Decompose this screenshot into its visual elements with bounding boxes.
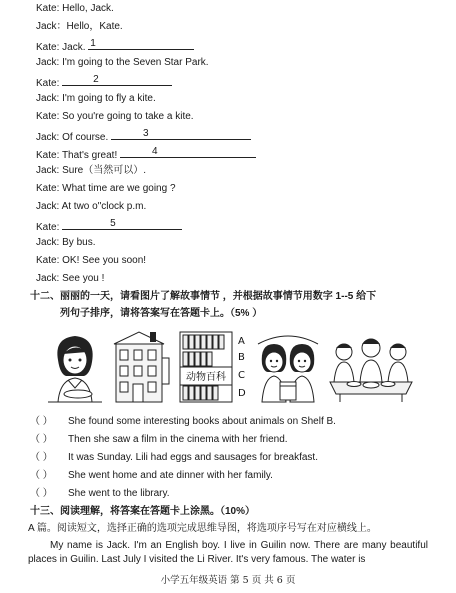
picture-family-dinner xyxy=(328,330,414,404)
order-answer-box-1[interactable]: （ ） xyxy=(30,416,53,427)
page-footer: 小学五年级英语 第 5 页 共 6 页 xyxy=(160,575,296,586)
order-option-3: （ ） It was Sunday. Lili had eggs and sausages for breakfast. xyxy=(30,452,318,463)
dialogue-line-6: Jack: I'm going to fly a kite. xyxy=(36,93,156,104)
blank-number-3: 3 xyxy=(143,128,149,139)
picture-bookshelf xyxy=(178,330,246,404)
order-answer-box-2[interactable]: （ ） xyxy=(30,434,53,445)
order-option-5: （ ） She went to the library. xyxy=(30,488,170,499)
blank-number-1: 1 xyxy=(90,38,96,49)
shelf-letter-d: D xyxy=(238,388,246,399)
shelf-letter-b: B xyxy=(238,352,245,363)
answer-blank-2[interactable] xyxy=(62,75,172,86)
answer-blank-3[interactable] xyxy=(111,129,251,140)
picture-cinema xyxy=(256,330,320,404)
dialogue-line-12: Jack: At two o"clock p.m. xyxy=(36,201,147,212)
dialogue-line-16: Jack: See you ! xyxy=(36,273,105,284)
blank-number-5: 5 xyxy=(110,218,116,229)
dialogue-line-15: Kate: OK! See you soon! xyxy=(36,255,147,266)
dialogue-line-14: Jack: By bus. xyxy=(36,237,96,248)
order-answer-box-3[interactable]: （ ） xyxy=(30,452,53,463)
order-answer-box-5[interactable]: （ ） xyxy=(30,488,53,499)
dialogue-line-1: Kate: Hello, Jack. xyxy=(36,3,114,14)
part-a-instructions: A 篇。阅读短文，选择正确的选项完成思维导图，将选项序号写在对应横线上。 xyxy=(28,523,377,534)
dialogue-line-3: Kate: Jack. 1 xyxy=(36,39,194,54)
section-12-title-cont: 列句子排序，请将答案写在答题卡上。（5% ） xyxy=(60,308,263,319)
reading-passage: My name is Jack. I'm an English boy. I live in Guilin now. There are many beautiful places in Guilin. Last July I visited the Li River. It's very famous. The water is xyxy=(28,540,428,565)
dialogue-line-9: Kate: That's great! 4 xyxy=(36,147,256,162)
blank-number-2: 2 xyxy=(93,74,99,85)
answer-blank-5[interactable] xyxy=(62,219,182,230)
shelf-letter-c: C xyxy=(238,370,245,381)
answer-blank-1[interactable] xyxy=(88,39,194,50)
section-12-title: 十二、丽丽的一天，请看图片了解故事情节 ，并根据故事情节用数字 1--5 给下 xyxy=(30,291,377,302)
picture-library xyxy=(112,330,170,404)
dialogue-line-2: Jack：Hello，Kate. xyxy=(36,21,123,32)
blank-number-4: 4 xyxy=(152,146,158,157)
dialogue-line-11: Kate: What time are we going ? xyxy=(36,183,176,194)
shelf-letter-a: A xyxy=(238,336,245,347)
picture-breakfast xyxy=(44,330,106,404)
dialogue-line-5: Kate: 2 xyxy=(36,75,172,90)
order-answer-box-4[interactable]: （ ） xyxy=(30,470,53,481)
dialogue-line-8: Jack: Of course. 3 xyxy=(36,129,251,144)
dialogue-line-13: Kate: 5 xyxy=(36,219,182,234)
dialogue-line-7: Kate: So you're going to take a kite. xyxy=(36,111,194,122)
section-13-title: 十三、阅读理解，将答案在答题卡上涂黑。（10%） xyxy=(30,506,256,517)
answer-blank-4[interactable] xyxy=(120,147,256,158)
order-option-2: （ ） Then she saw a film in the cinema with her friend. xyxy=(30,434,288,445)
order-option-4: （ ） She went home and ate dinner with her family. xyxy=(30,470,273,481)
dialogue-line-10: Jack: Sure（当然可以）. xyxy=(36,165,147,176)
book-label: 动物百科 xyxy=(186,372,226,383)
dialogue-line-4: Jack: I'm going to the Seven Star Park. xyxy=(36,57,209,68)
order-option-1: （ ） She found some interesting books about animals on Shelf B. xyxy=(30,416,336,427)
